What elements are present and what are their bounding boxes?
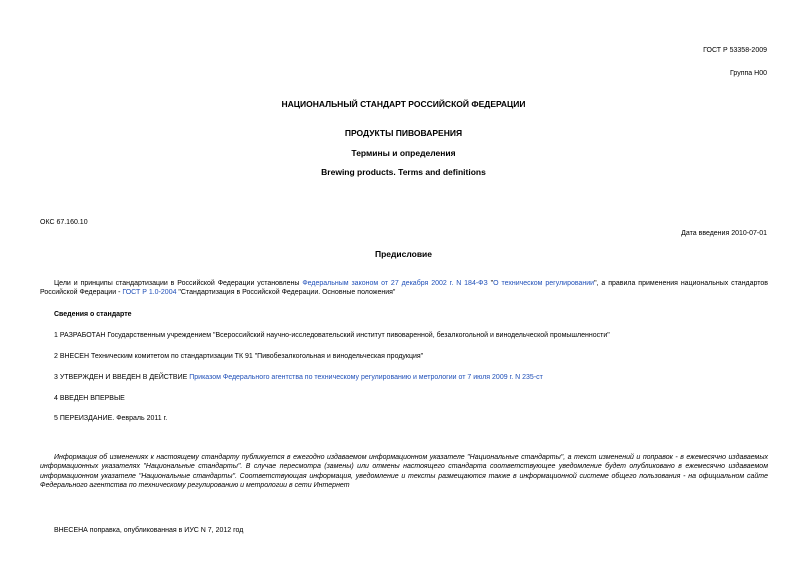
introduction-date: Дата введения 2010-07-01 — [681, 230, 767, 237]
intro-text-3: ", а правила применения национальных стандартов Российской Федерации - — [40, 280, 769, 297]
preface-heading: Предисловие — [374, 249, 433, 259]
oks-code: ОКС 67.160.10 — [40, 219, 88, 226]
group-code: Группа Н00 — [730, 70, 767, 77]
gost-number: ГОСТ Р 53358-2009 — [703, 47, 767, 54]
preface-item-3 — [54, 373, 543, 382]
preface-item-2: 2 ВНЕСЕН Техническим комитетом по стандартизации ТК 91 "Пивобезалкогольная и винодельческая продукция" — [54, 353, 424, 360]
preface-item-1: 1 РАЗРАБОТАН Государственным учреждением "Всероссийский научно-исследовательский институт пивоваренной, безалкогольной и винодельческой промышленности" — [54, 332, 610, 339]
changes-notice: Информация об изменениях к настоящему стандарту публикуется в ежегодно издаваемом информационном указателе "Национальные стандарты", а текст изменений и поправок - в ежемесячно издаваемых информационных указателях "Национальные стандарты". В случае пересмотра (замены) или отмены настоящего стандарта соответствующее уведомление будет опубликовано в ежемесячно издаваемом информационном указателе "Национальные стандарты". Соответствующая информация, уведомление и тексты размещаются также в информационной системе общего пользования - на официальном сайте Федерального агентства по техническому регулированию и метрологии в сети Интернет — [40, 454, 768, 490]
product-title: ПРОДУКТЫ ПИВОВАРЕНИЯ — [344, 128, 463, 138]
intro-text-4: "Стандартизация в Российской Федерации. Основные положения" — [176, 289, 396, 297]
about-standard-heading: Сведения о стандарте — [54, 311, 132, 318]
gost-r-1-0-2004-link[interactable]: ГОСТ Р 1.0-2004 — [122, 289, 177, 297]
preface-item-5: 5 ПЕРЕИЗДАНИЕ. Февраль 2011 г. — [54, 415, 168, 422]
amendment-note: ВНЕСЕНА поправка, опубликованная в ИУС N 7, 2012 год — [54, 527, 244, 534]
intro-text-1: Цели и принципы стандартизации в Российской Федерации установлены — [54, 280, 303, 287]
intro-text-2: " — [487, 280, 494, 287]
tech-regulation-link[interactable]: О техническом регулировании — [493, 280, 595, 287]
preface-item-4: 4 ВВЕДЕН ВПЕРВЫЕ — [54, 395, 125, 402]
national-standard-title: НАЦИОНАЛЬНЫЙ СТАНДАРТ РОССИЙСКОЙ ФЕДЕРАЦИИ — [281, 99, 526, 109]
federal-law-link[interactable]: Федеральным законом от 27 декабря 2002 г. N 184-ФЗ — [302, 280, 488, 287]
subtitle-en: Brewing products. Terms and definitions — [321, 167, 486, 177]
item3-text: 3 УТВЕРЖДЕН И ВВЕДЕН В ДЕЙСТВИЕ — [54, 374, 190, 381]
preface-intro — [40, 279, 768, 298]
agency-order-link[interactable]: Приказом Федерального агентства по техническому регулированию и метрологии от 7 июля 2009 г. N 235-ст — [189, 374, 543, 381]
subtitle-ru: Термины и определения — [351, 148, 456, 158]
